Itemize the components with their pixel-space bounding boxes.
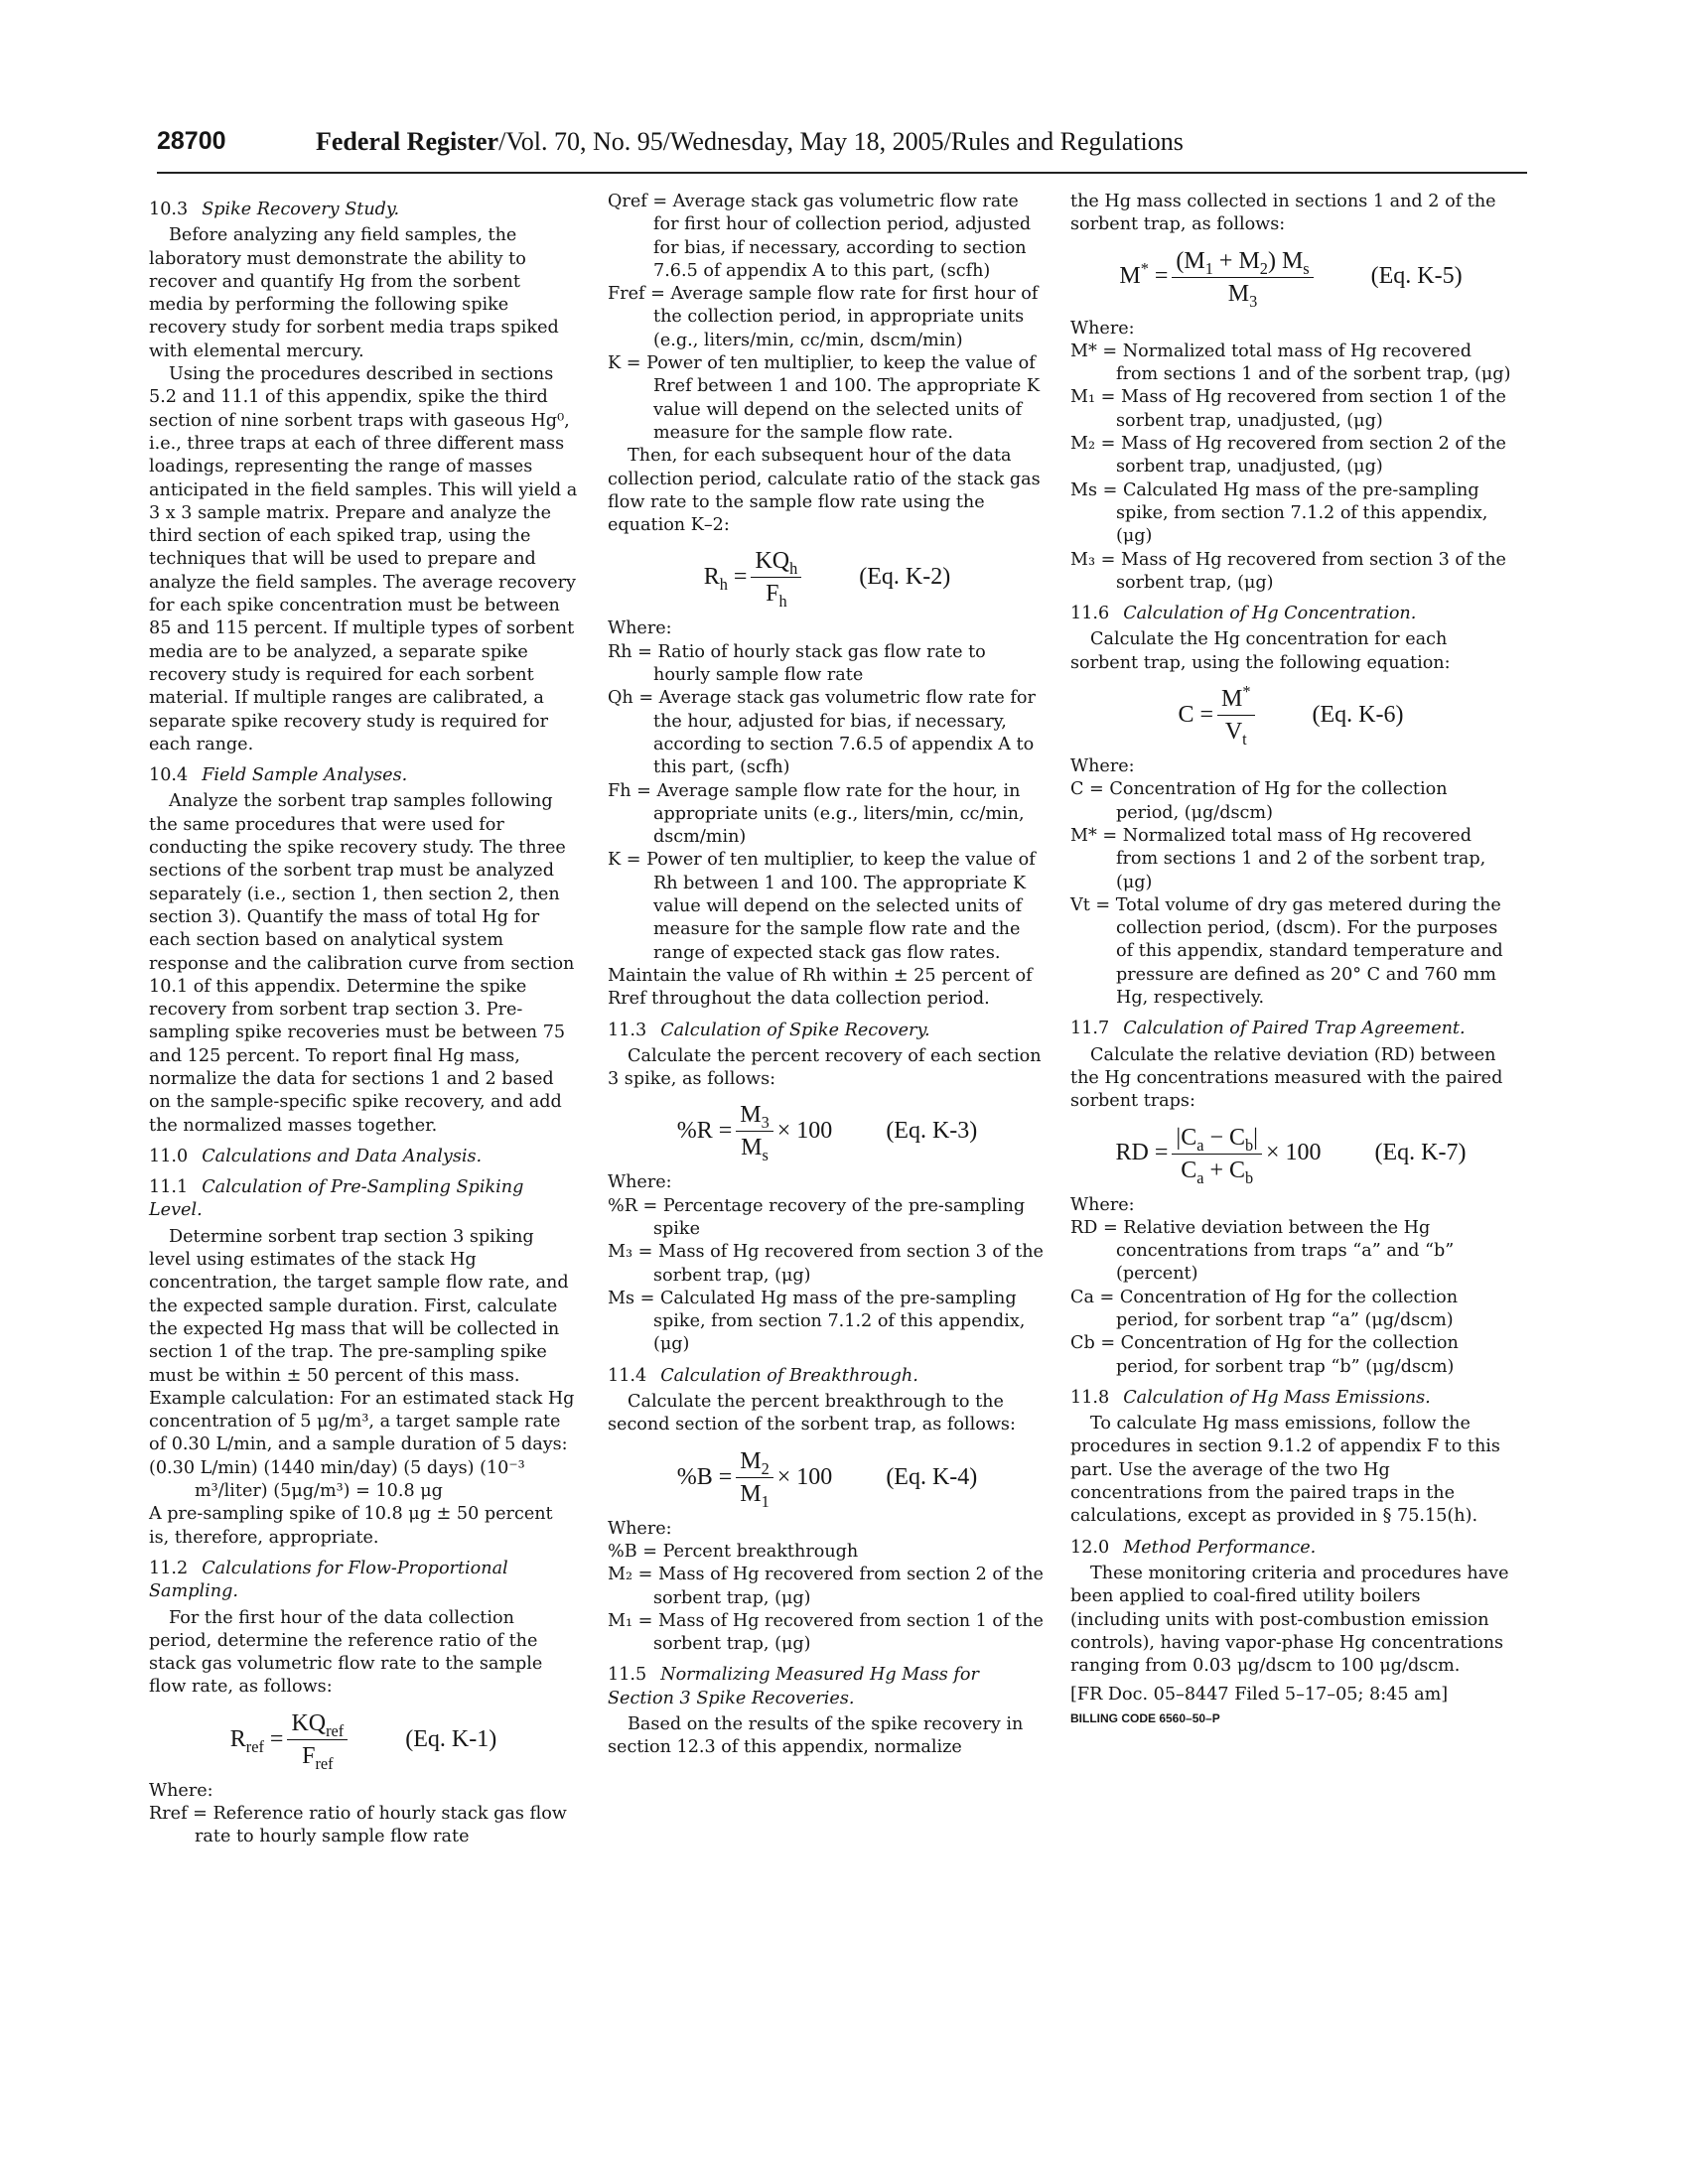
paragraph: Calculate the Hg concentration for each sorbent trap, using the following equation:	[1070, 629, 1451, 673]
paragraph: Calculate the relative deviation (RD) between the Hg concentrations measured with the paired sorbent traps:	[1070, 1044, 1503, 1112]
definition: Ca = Concentration of Hg for the collection period, for sorbent trap “a” (μg/dscm)	[1070, 1287, 1459, 1330]
example-calculation: (0.30 L/min) (1440 min/day) (5 days) (10⁻³ m³/liter) (5μg/m³) = 10.8 μg	[149, 1457, 525, 1502]
definition: RD = Relative deviation between the Hg concentrations from traps “a” and “b” (percent)	[1070, 1217, 1455, 1285]
equation-k4: %B = $\frac{M_2}{M_1}$ × 100 (Eq. K-4)	[676, 1447, 978, 1511]
definition: M₁ = Mass of Hg recovered from section 1 of the sorbent trap, unadjusted, (μg)	[1070, 387, 1506, 431]
paragraph: Maintain the value of Rh within ± 25 percent of Rref throughout the data collection period.	[608, 965, 1033, 1010]
definition: Ms = Calculated Hg mass of the pre-sampling spike, from section 7.1.2 of this appendix, (μg)	[608, 1288, 1026, 1355]
section-heading-10-4: 10.4 Field Sample Analyses.	[149, 765, 408, 786]
definition: Rref = Reference ratio of hourly stack gas flow rate to hourly sample flow rate	[149, 1804, 567, 1847]
equation-k6: C = $\frac{M^*}{V_t}$ (Eq. K-6)	[1178, 682, 1404, 749]
section-heading-11-2: 11.2 Calculations for Flow-Proportional Sampling.	[149, 1558, 508, 1602]
where-label: Where:	[1070, 1194, 1135, 1215]
paragraph: the Hg mass collected in sections 1 and 2 of the sorbent trap, as follows:	[1070, 192, 1496, 235]
paragraph: Calculate the percent recovery of each section 3 spike, as follows:	[608, 1045, 1042, 1090]
paragraph: Determine sorbent trap section 3 spiking level using estimates of the stack Hg concentration, the target sample flow rate, and the expected sample duration. First, calculate the expected Hg mass that will be collected in section 1 of the trap. The pre-sampling spike must be within ± 50 percent of this mass. Example calculation: For an estimated stack Hg concentration of 5 μg/m³, a target sample rate of 0.30 L/min, and a sample duration of 5 days:	[149, 1226, 575, 1455]
equation-k1: $R_{ref}$ = $\frac{KQ_{ref}}{F_{ref}}$ (Eq. K-1)	[229, 1709, 497, 1773]
paragraph: Analyze the sorbent trap samples following the same procedures that were used for conducting the spike recovery study. The three sections of the sorbent trap must be analyzed separately (i.e., section 1, then section 2, then section 3). Quantify the mass of total Hg for each section based on analytical system response and the calibration curve from section 10.1 of this appendix. Determine the spike recovery from sorbent trap section 3. Pre-sampling spike recoveries must be between 75 and 125 percent. To report final Hg mass, normalize the data for sections 1 and 2 based on the sample-specific spike recovery, and add the normalized masses together.	[149, 791, 575, 1136]
definition: Ms = Calculated Hg mass of the pre-sampling spike, from section 7.1.2 of this appendix, (μg)	[1070, 479, 1488, 547]
section-heading-11-5: 11.5 Normalizing Measured Hg Mass for Section 3 Spike Recoveries.	[608, 1665, 979, 1708]
paragraph: Based on the results of the spike recovery in section 12.3 of this appendix, normalize	[608, 1714, 1024, 1758]
paragraph: A pre-sampling spike of 10.8 μg ± 50 percent is, therefore, appropriate.	[149, 1504, 553, 1548]
paragraph: Then, for each subsequent hour of the data collection period, calculate ratio of the stack gas flow rate to the sample flow rate using the equation K–2:	[608, 446, 1041, 536]
definition: Qh = Average stack gas volumetric flow rate for the hour, adjusted for bias, if necessary, according to section 7.6.5 of appendix A to this part, (scfh)	[608, 688, 1036, 778]
definition: Rh = Ratio of hourly stack gas flow rate to hourly sample flow rate	[608, 641, 986, 686]
section-heading-11-6: 11.6 Calculation of Hg Concentration.	[1070, 604, 1417, 624]
issue-info: /Vol. 70, No. 95/Wednesday, May 18, 2005/Rules and Regulations	[498, 127, 1184, 156]
definition: M* = Normalized total mass of Hg recovered from sections 1 and 2 of the sorbent trap, (μg)	[1070, 825, 1486, 892]
paragraph: Using the procedures described in sections 5.2 and 11.1 of this appendix, spike the third section of nine sorbent traps with gaseous Hg⁰, i.e., three traps at each of three different mass loadings, representing the range of masses anticipated in the field samples. This will yield a 3 x 3 sample matrix. Prepare and analyze the third section of each spiked trap, using the techniques that will be used to prepare and analyze the field samples. The average recovery for each spike concentration must be between 85 and 115 percent. If multiple types of sorbent media are to be analyzed, a separate spike recovery study is required for each sorbent material. If multiple ranges are calibrated, a separate spike recovery study is required for each range.	[149, 364, 578, 754]
definition: M₃ = Mass of Hg recovered from section 3 of the sorbent trap, (μg)	[608, 1242, 1044, 1286]
equation-k7: RD = $\frac{|C_a - C_b|}{C_a + C_b}$ × 100 (Eq. K-7)	[1115, 1124, 1467, 1187]
definition: M₂ = Mass of Hg recovered from section 2 of the sorbent trap, (μg)	[608, 1565, 1044, 1608]
definition: Qref = Average stack gas volumetric flow rate for first hour of collection period, adjusted for bias, if necessary, according to section 7.6.5 of appendix A to this part, (scfh)	[608, 192, 1032, 281]
definition: Fref = Average sample flow rate for first hour of the collection period, in appropriate units (e.g., liters/min, cc/min, dscm/min)	[608, 284, 1039, 350]
equation-k2: $R_h$ = $\frac{KQ_h}{F_h}$ (Eq. K-2)	[703, 548, 951, 612]
section-heading-12-0: 12.0 Method Performance.	[1070, 1537, 1317, 1558]
billing-code: BILLING CODE 6560–50–P	[1070, 1710, 1220, 1725]
definition: K = Power of ten multiplier, to keep the value of Rref between 1 and 100. The appropriate K value will depend on the selected units of measure for the sample flow rate.	[608, 353, 1041, 443]
paragraph: These monitoring criteria and procedures have been applied to coal-fired utility boilers (including units with post-combustion emission controls), having vapor-phase Hg concentrations ranging from 0.03 μg/dscm to 100 μg/dscm.	[1070, 1563, 1509, 1677]
column-1	[149, 191, 578, 1849]
equation-label: (Eq. K-3)	[886, 1118, 978, 1145]
definition: Cb = Concentration of Hg for the collection period, for sorbent trap “b” (μg/dscm)	[1070, 1333, 1459, 1377]
definition: Fh = Average sample flow rate for the hour, in appropriate units (e.g., liters/min, cc/min, dscm/min)	[608, 780, 1025, 848]
where-label: Where:	[608, 1518, 672, 1539]
paragraph: For the first hour of the data collection period, determine the reference ratio of the stack gas volumetric flow rate to the sample flow rate, as follows:	[149, 1607, 543, 1698]
page-number: 28700	[157, 127, 226, 155]
definition: %R = Percentage recovery of the pre-sampling spike	[608, 1195, 1026, 1239]
page-header	[157, 127, 1527, 163]
running-head	[316, 127, 1184, 157]
equation-label: (Eq. K-5)	[1370, 263, 1463, 290]
publication-name: Federal Register	[316, 127, 499, 156]
definition: M₂ = Mass of Hg recovered from section 2 of the sorbent trap, unadjusted, (μg)	[1070, 434, 1506, 478]
definition: C = Concentration of Hg for the collection period, (μg/dscm)	[1070, 779, 1448, 823]
section-heading-11-0: 11.0 Calculations and Data Analysis.	[149, 1146, 483, 1166]
section-heading-11-1: 11.1 Calculation of Pre-Sampling Spiking Level.	[149, 1177, 524, 1221]
equation-label: (Eq. K-7)	[1374, 1140, 1467, 1166]
section-heading-11-7: 11.7 Calculation of Paired Trap Agreement.	[1070, 1019, 1466, 1039]
equation-label: (Eq. K-1)	[405, 1725, 497, 1752]
paragraph: To calculate Hg mass emissions, follow the procedures in section 9.1.2 of appendix F to this part. Use the average of the two Hg concentrations from the paired traps in the calculations, except as provided in § 75.15(h).	[1070, 1414, 1500, 1527]
definition: M₁ = Mass of Hg recovered from section 1 of the sorbent trap, (μg)	[608, 1610, 1044, 1655]
definition: %B = Percent breakthrough	[608, 1541, 859, 1562]
paragraph: Before analyzing any field samples, the laboratory must demonstrate the ability to recover and quantify Hg from the sorbent media by performing the following spike recovery study for sorbent media traps spiked with elemental mercury.	[149, 225, 559, 361]
definition: M* = Normalized total mass of Hg recovered from sections 1 and of the sorbent trap, (μg)	[1070, 341, 1511, 385]
column-3	[1070, 191, 1511, 1730]
section-heading-11-8: 11.8 Calculation of Hg Mass Emissions.	[1070, 1387, 1431, 1408]
paragraph: Calculate the percent breakthrough to the second section of the sorbent trap, as follows:	[608, 1392, 1016, 1435]
equation-k5: M* = $\frac{(M_1 + M_2) M_s}{M_3}$ (Eq. K-5)	[1119, 247, 1463, 311]
where-label: Where:	[149, 1780, 213, 1801]
header-rule	[157, 172, 1527, 174]
column-2	[608, 191, 1047, 1760]
definition: Vt = Total volume of dry gas metered during the collection period, (dscm). For the purposes of this appendix, standard temperature and pressure are defined as 20° C and 760 mm Hg, respectively.	[1070, 894, 1503, 1009]
where-label: Where:	[1070, 756, 1135, 777]
equation-label: (Eq. K-6)	[1312, 701, 1404, 728]
definition: K = Power of ten multiplier, to keep the value of Rh between 1 and 100. The appropriate K value will depend on the selected units of measure for the sample flow rate and the range of expected stack gas flow rates.	[608, 850, 1036, 963]
where-label: Where:	[608, 1172, 672, 1193]
section-heading-10-3: 10.3 Spike Recovery Study.	[149, 200, 400, 219]
section-heading-11-4: 11.4 Calculation of Breakthrough.	[608, 1365, 918, 1386]
definition: M₃ = Mass of Hg recovered from section 3 of the sorbent trap, (μg)	[1070, 549, 1506, 593]
where-label: Where:	[1070, 318, 1135, 339]
fr-doc-line: [FR Doc. 05–8447 Filed 5–17–05; 8:45 am]	[1070, 1685, 1449, 1706]
equation-k3: %R = $\frac{M_3}{M_s}$ × 100 (Eq. K-3)	[676, 1102, 978, 1165]
where-label: Where:	[608, 618, 672, 639]
equation-label: (Eq. K-4)	[886, 1463, 978, 1490]
section-heading-11-3: 11.3 Calculation of Spike Recovery.	[608, 1020, 930, 1040]
equation-label: (Eq. K-2)	[859, 564, 951, 591]
